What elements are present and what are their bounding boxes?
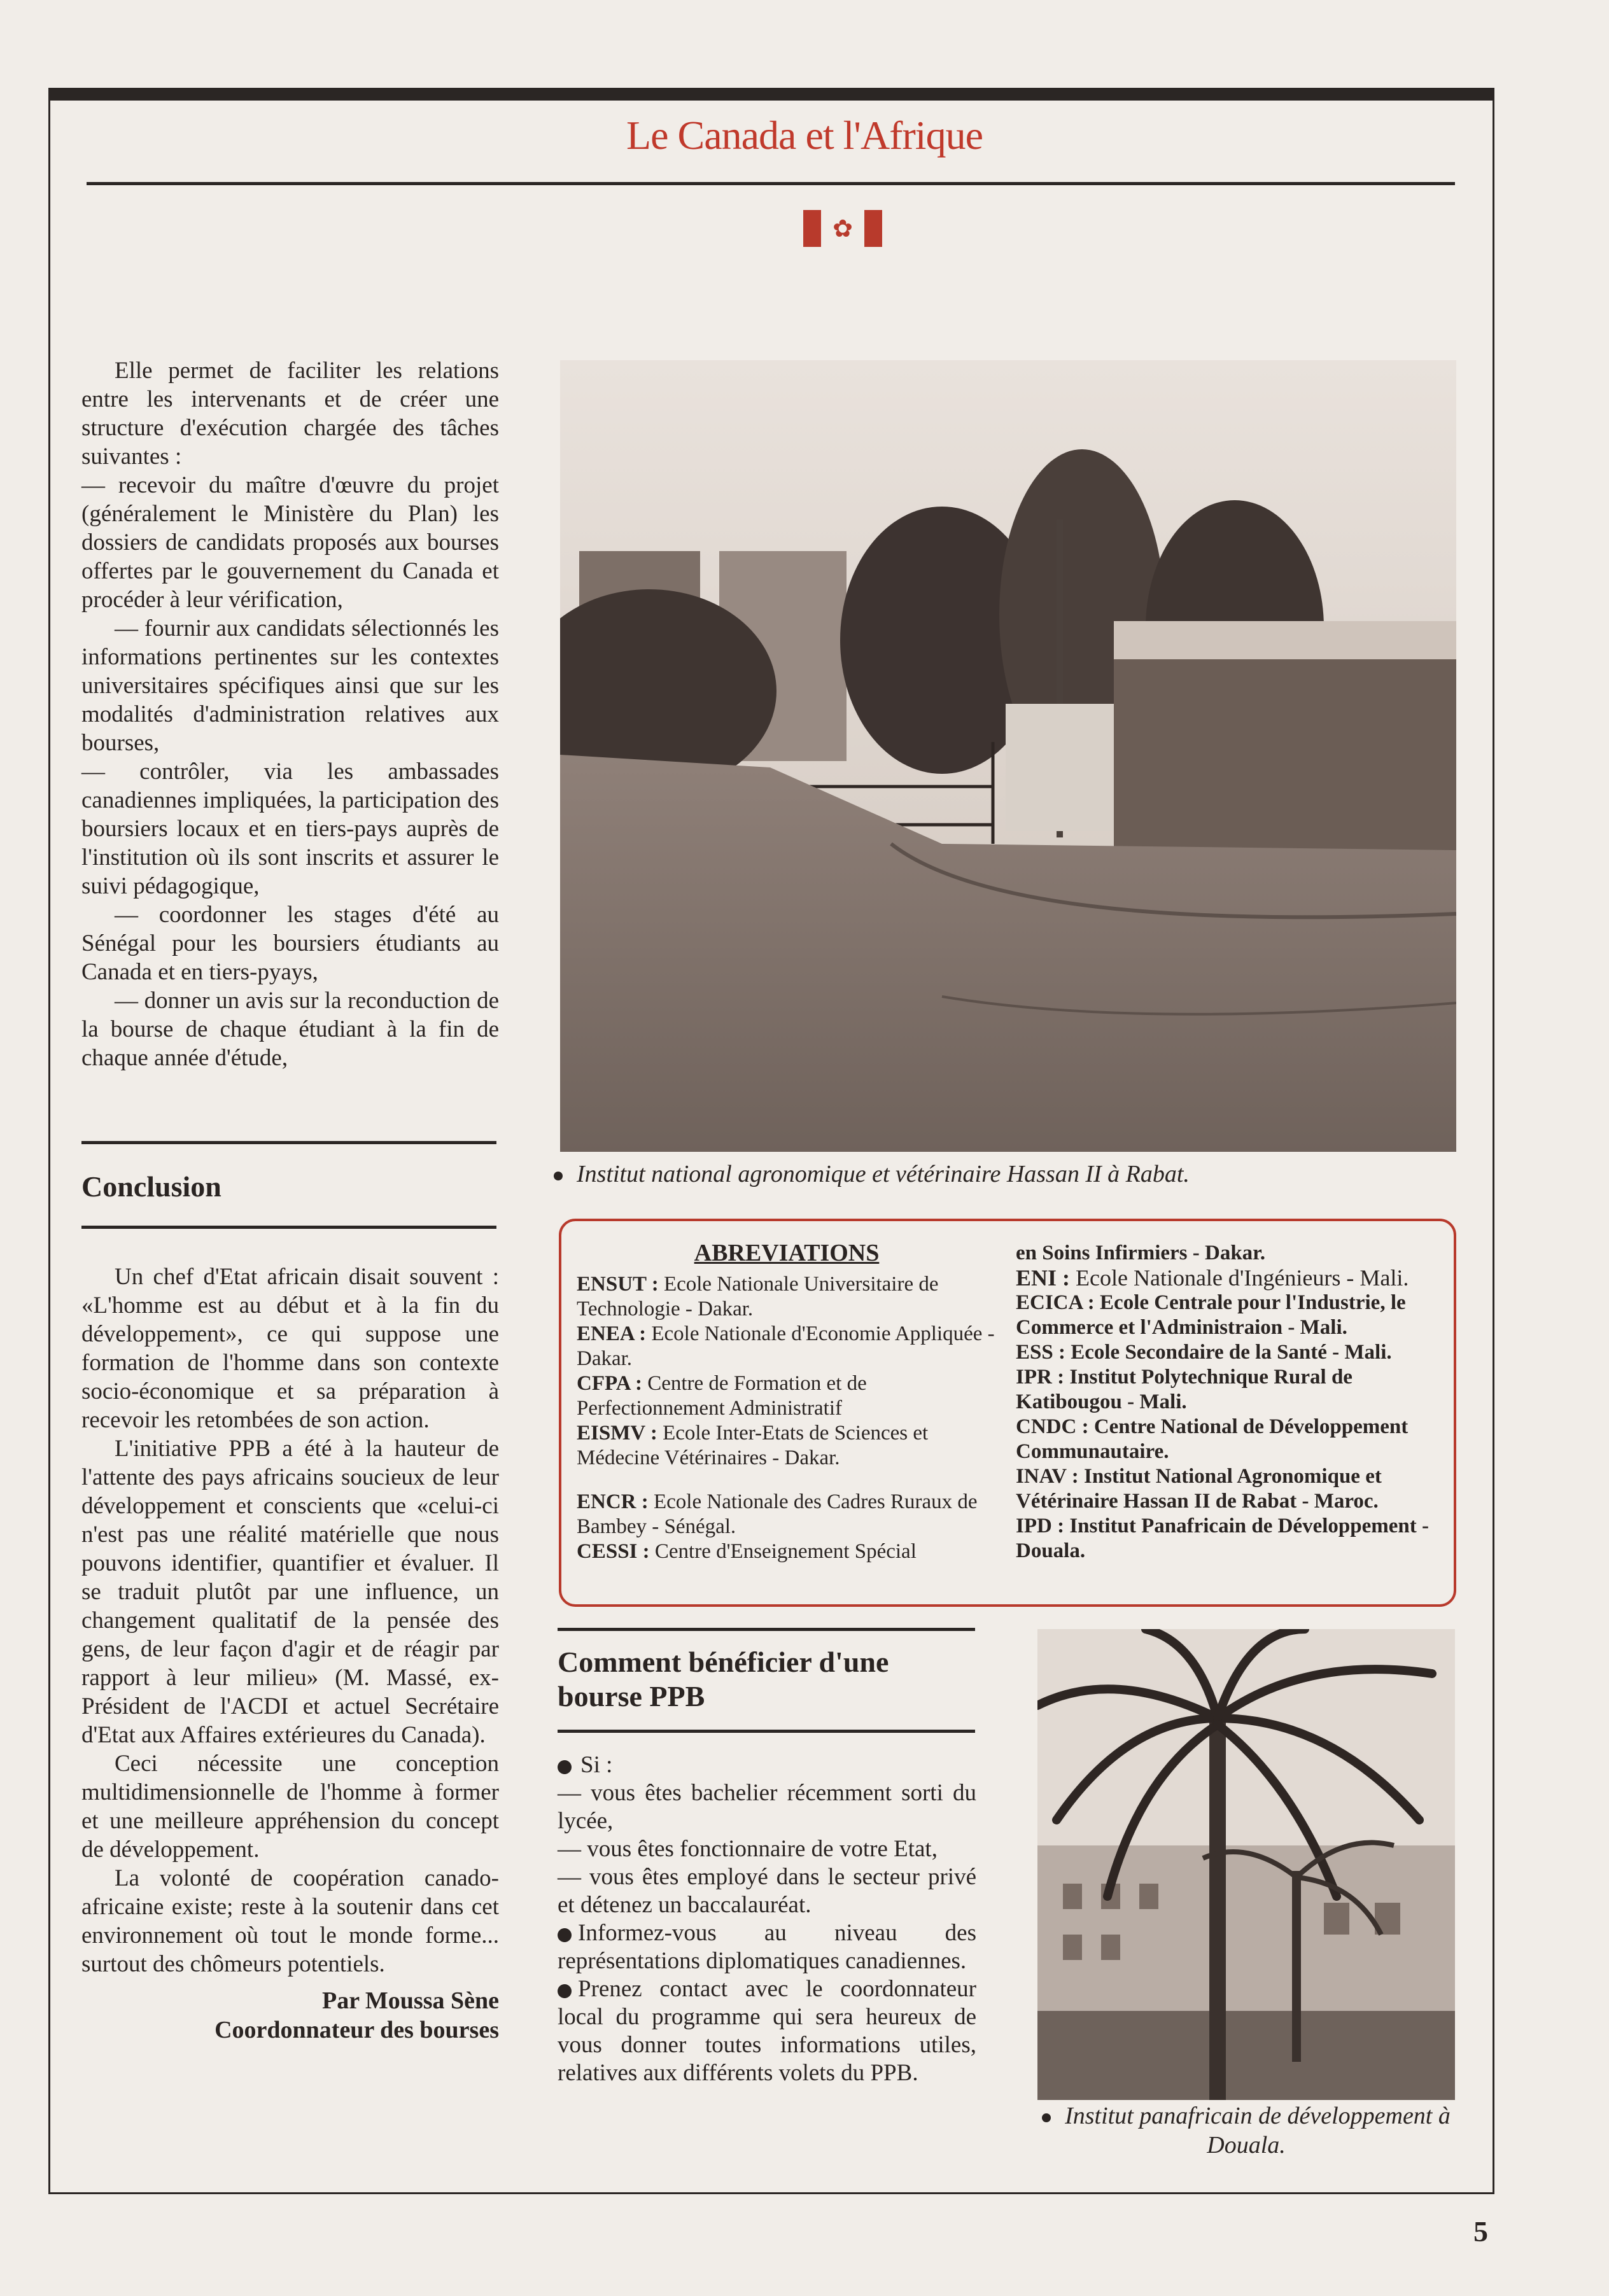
abbreviation-entry: CESSI : Centre d'Enseignement Spécial <box>577 1540 917 1563</box>
conclusion-paragraph: La volonté de coopération canado-africaine existe; reste à la soutenir dans cet environnement où tout le monde forme... surtout des chômeurs potentiels. <box>81 1865 499 1977</box>
canada-flag-icon: ✿ <box>803 210 882 247</box>
how-to-text <box>558 1751 976 2087</box>
bullet-icon <box>554 1172 563 1180</box>
abbreviation-entry: ESS : Ecole Secondaire de la Santé - Mali. <box>1016 1341 1392 1364</box>
left-column <box>81 356 499 1072</box>
conclusion-text <box>81 1263 499 2045</box>
signature <box>81 1986 499 2045</box>
top-bar <box>48 88 1494 101</box>
section-rule <box>558 1730 975 1733</box>
intro-paragraph: Elle permet de faciliter les relations entre les intervenants et de créer une structure d'exécution chargée des tâches suivantes : <box>81 358 499 470</box>
condition-item: — vous êtes employé dans le secteur privé et détenez un baccalauréat. <box>558 1864 976 1918</box>
task-item: — contrôler, via les ambassades canadiennes impliquées, la participation des boursiers locaux et en tiers-pays auprès de l'institution où ils sont inscrits et assurer le suivi pédagogique, <box>81 759 499 899</box>
header-rule <box>87 182 1455 185</box>
abbreviation-entry: CFPA : Centre de Formation et de Perfectionnement Administratif <box>577 1372 867 1420</box>
signature-name: Par Moussa Sène <box>322 1987 499 2014</box>
task-item: — donner un avis sur la reconduction de la bourse de chaque étudiant à la fin de chaque année d'étude, <box>81 988 499 1071</box>
caption-text: Institut national agronomique et vétérinaire Hassan II à Rabat. <box>577 1161 1190 1187</box>
abbreviation-entry: ENI : Ecole Nationale d'Ingénieurs - Mali. <box>1016 1265 1409 1291</box>
bullet-icon <box>1042 2113 1051 2122</box>
abbreviations-left <box>577 1241 997 1564</box>
page-title: Le Canada et l'Afrique <box>626 113 983 158</box>
photo-douala-institute <box>1037 1629 1455 2100</box>
abbreviation-entry: ENSUT : Ecole Nationale Universitaire de Technologie - Dakar. <box>577 1273 939 1320</box>
si-line: Si : <box>558 1751 976 1779</box>
conclusion-paragraph: L'initiative PPB a été à la hauteur de l'attente des pays africains soucieux de leur développement et conscients que «celui-ci n'est pas une réalité matérielle que nous pouvons identifier, quantifier et évaluer. Il se traduit plutôt par une influence, un changement qualitatif de la pensée des gens, de leur façon d'agir et de réagir par rapport à leur milieu» (M. Massé, ex-Président de l'ACDI et actuel Secrétaire d'Etat aux Affaires extérieures du Canada). <box>81 1436 499 1748</box>
section-rule <box>81 1141 496 1144</box>
abbreviation-entry: IPR : Institut Polytechnique Rural de Katibougou - Mali. <box>1016 1366 1353 1413</box>
abbreviation-continuation: en Soins Infirmiers - Dakar. <box>1016 1242 1266 1264</box>
condition-item: — vous êtes fonctionnaire de votre Etat, <box>558 1836 938 1862</box>
abbreviation-entry: EISMV : Ecole Inter-Etats de Sciences et Médecine Vétérinaires - Dakar. <box>577 1422 929 1469</box>
task-item: — fournir aux candidats sélectionnés les informations pertinentes sur les contextes universitaires spécifiques ainsi que sur les modalités d'administration relatives aux bourses, <box>81 615 499 756</box>
abbreviation-entry: ENEA : Ecole Nationale d'Economie Appliquée - Dakar. <box>577 1322 995 1370</box>
abbreviation-entry: ECICA : Ecole Centrale pour l'Industrie, le Commerce et l'Administraion - Mali. <box>1016 1291 1406 1339</box>
abbreviation-entry: IPD : Institut Panafricain de Développement - Douala. <box>1016 1515 1429 1562</box>
photo-caption-douala <box>1037 2101 1455 2160</box>
abbreviation-entry: INAV : Institut National Agronomique et Vétérinaire Hassan II de Rabat - Maroc. <box>1016 1465 1382 1513</box>
task-item: — recevoir du maître d'œuvre du projet (généralement le Ministère du Plan) les dossiers de candidats proposés aux bourses offertes par le gouvernement du Canada et procéder à leur vérification, <box>81 472 499 613</box>
bullet-item: Informez-vous au niveau des représentations diplomatiques canadiennes. <box>558 1920 976 1974</box>
abbreviation-entry: CNDC : Centre National de Développement Communautaire. <box>1016 1415 1409 1463</box>
bullet-icon <box>558 1760 572 1774</box>
how-to-heading: Comment bénéficier d'une bourse PPB <box>558 1646 889 1712</box>
conclusion-paragraph: Un chef d'Etat africain disait souvent : «L'homme est au début et à la fin du développement», ce qui suppose une formation de l'homme dans son contexte socio-économique et sa préparation à recevoir les retombées de son action. <box>81 1264 499 1433</box>
abbreviation-entry: ENCR : Ecole Nationale des Cadres Ruraux de Bambey - Sénégal. <box>577 1490 978 1538</box>
conclusion-paragraph: Ceci nécessite une conception multidimensionnelle de l'homme à former et une meilleure appréhension du concept de développement. <box>81 1751 499 1863</box>
bullet-icon <box>558 1984 572 1998</box>
photo-caption-rabat <box>554 1159 1456 1189</box>
bullet-item: Prenez contact avec le coordonnateur local du programme qui sera heureux de vous donner toutes informations utiles, relatives aux différents volets du PPB. <box>558 1976 976 2086</box>
task-item: — coordonner les stages d'été au Sénégal pour les boursiers étudiants au Canada et en tiers-pyays, <box>81 902 499 985</box>
abbreviations-title: ABREVIATIONS <box>694 1240 880 1266</box>
section-rule <box>558 1628 975 1631</box>
page-number: 5 <box>1473 2215 1488 2248</box>
section-rule <box>81 1226 496 1229</box>
condition-item: — vous êtes bachelier récemment sorti du lycée, <box>558 1780 976 1834</box>
bullet-icon <box>558 1928 572 1942</box>
photo-rabat-institute <box>560 360 1456 1152</box>
signature-role: Coordonnateur des bourses <box>214 2017 499 2043</box>
abbreviations-right <box>1016 1241 1436 1564</box>
conclusion-heading: Conclusion <box>81 1170 221 1203</box>
caption-text: Institut panafricain de développement à Douala. <box>1065 2103 1451 2159</box>
